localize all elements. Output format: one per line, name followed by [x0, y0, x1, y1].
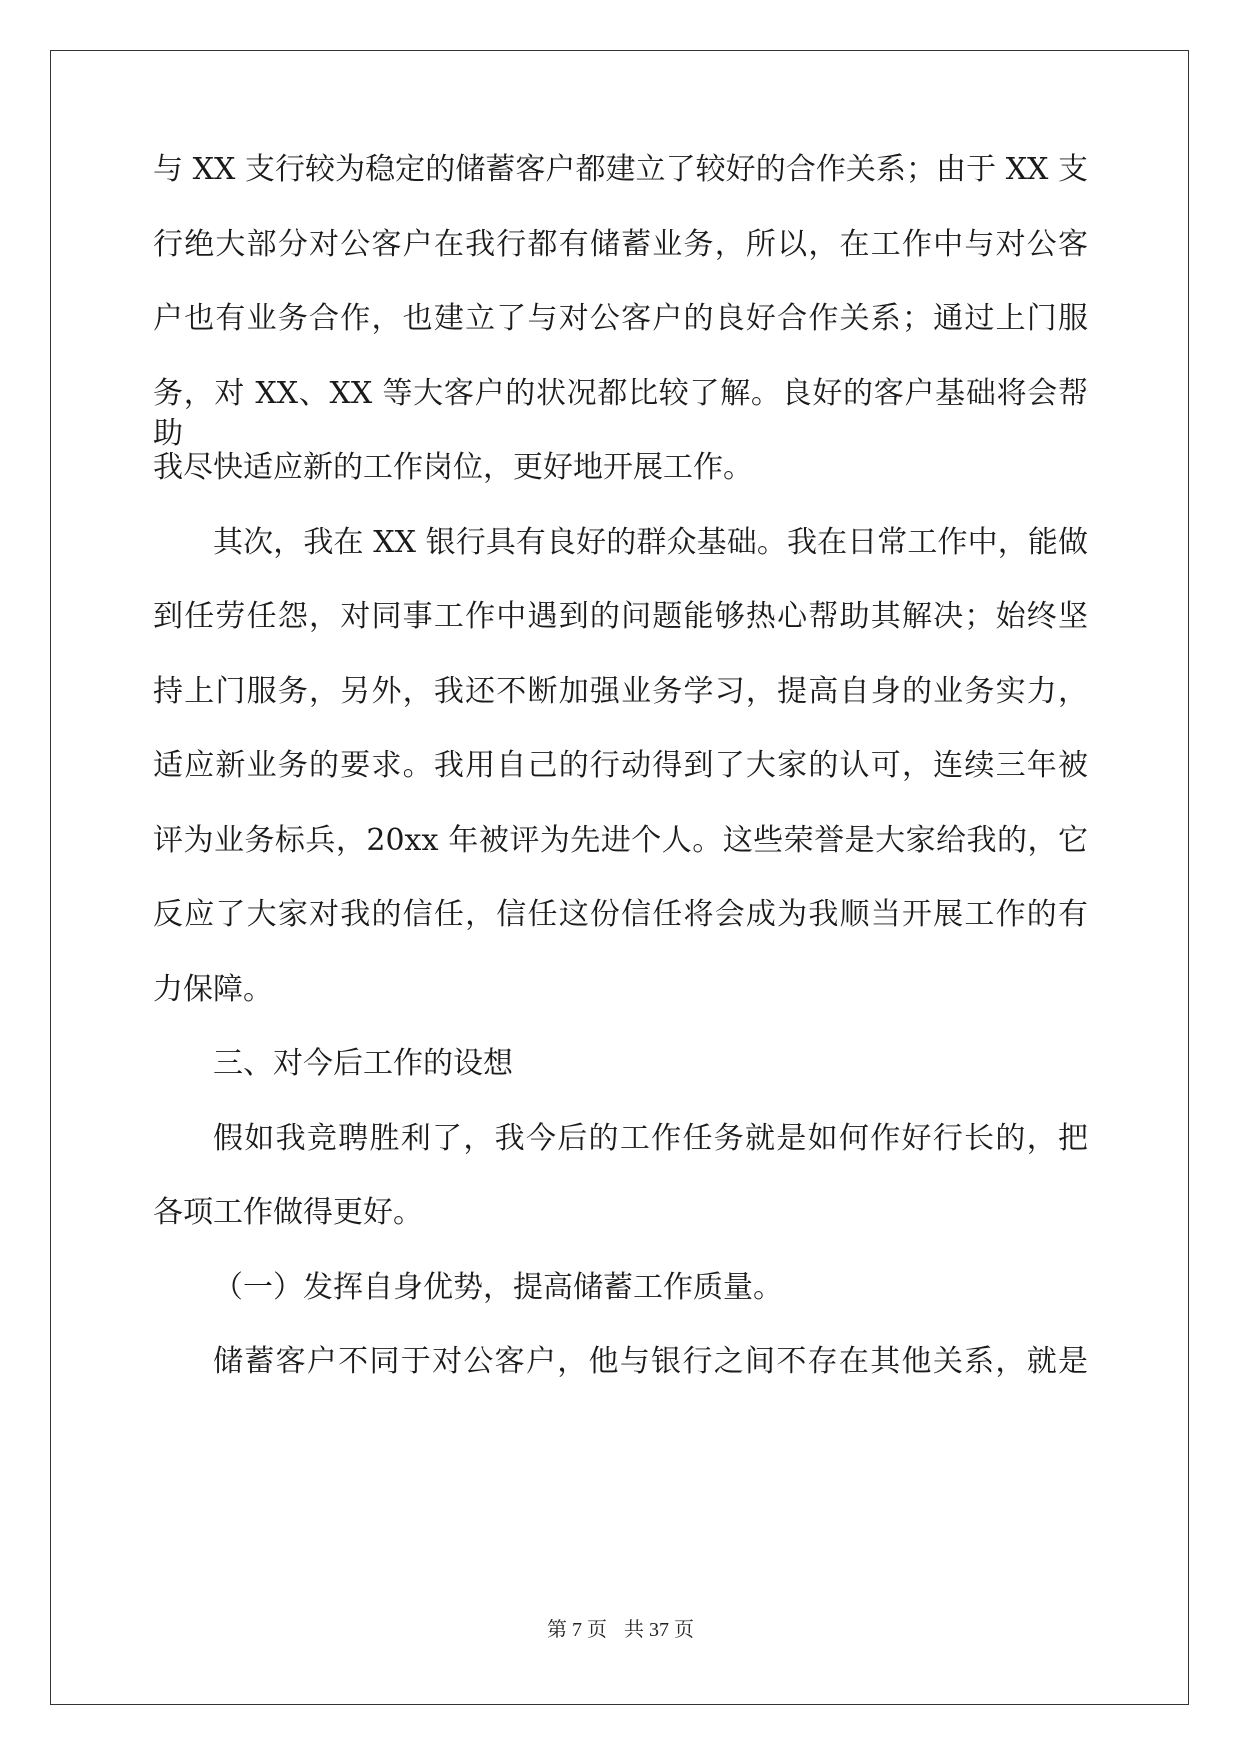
- text-line: 评为业务标兵，20xx 年被评为先进个人。这些荣誉是大家给我的，它: [153, 823, 1088, 858]
- text-line: 力保障。: [153, 972, 273, 1007]
- paragraph-first-line: 其次，我在 XX 银行具有良好的群众基础。我在日常工作中，能做: [213, 525, 1088, 560]
- paragraph-first-line: 储蓄客户不同于对公客户，他与银行之间不存在其他关系，就是: [213, 1344, 1088, 1379]
- page-number: 第 7 页: [547, 1619, 607, 1641]
- text-line: 户也有业务合作，也建立了与对公客户的良好合作关系；通过上门服: [153, 301, 1088, 336]
- text-line: 到任劳任怨，对同事工作中遇到的问题能够热心帮助其解决；始终坚: [153, 599, 1088, 634]
- text-line: 各项工作做得更好。: [153, 1195, 423, 1230]
- paragraph-first-line: 假如我竞聘胜利了，我今后的工作任务就是如何作好行长的，把: [213, 1121, 1088, 1156]
- page-footer: [0, 1618, 1241, 1642]
- text-line: 我尽快适应新的工作岗位，更好地开展工作。: [153, 450, 753, 485]
- section-heading: 三、对今后工作的设想: [213, 1046, 513, 1081]
- subsection-heading: （一）发挥自身优势，提高储蓄工作质量。: [213, 1270, 783, 1305]
- text-line: 适应新业务的要求。我用自己的行动得到了大家的认可，连续三年被: [153, 748, 1088, 783]
- text-line: 反应了大家对我的信任，信任这份信任将会成为我顺当开展工作的有: [153, 897, 1088, 932]
- text-line: 持上门服务，另外，我还不断加强业务学习，提高自身的业务实力，: [153, 674, 1088, 709]
- page-total: 共 37 页: [624, 1619, 694, 1641]
- text-line: 务，对 XX、XX 等大客户的状况都比较了解。良好的客户基础将会帮助: [153, 376, 1088, 451]
- text-line: 行绝大部分对公客户在我行都有储蓄业务，所以，在工作中与对公客: [153, 227, 1088, 262]
- text-line: 与 XX 支行较为稳定的储蓄客户都建立了较好的合作关系；由于 XX 支: [153, 152, 1088, 187]
